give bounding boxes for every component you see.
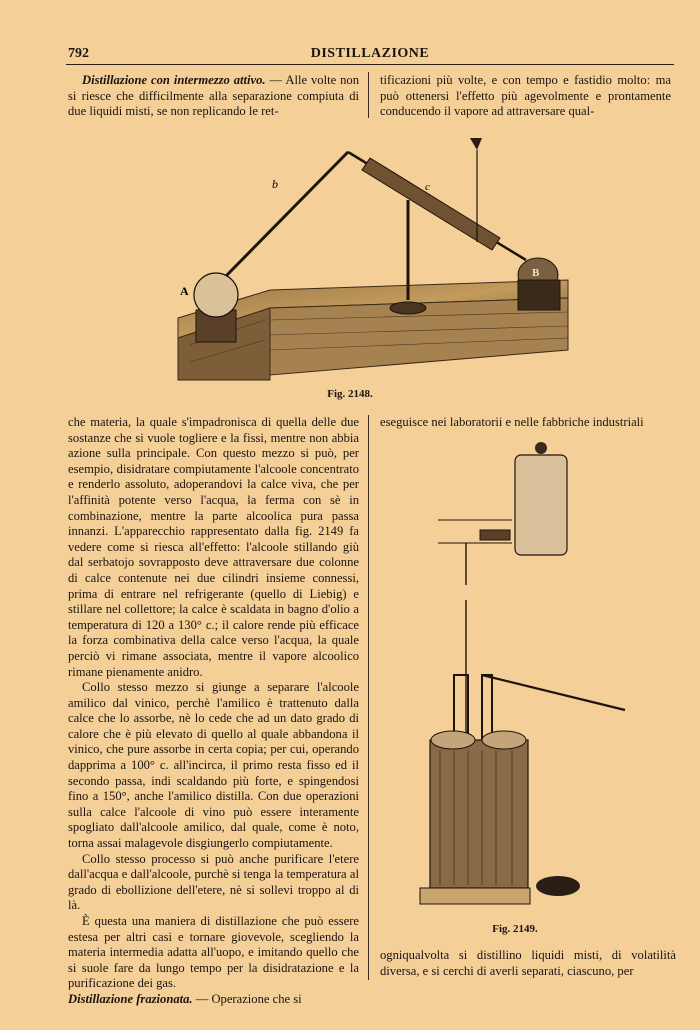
- column-rule-top: [368, 72, 369, 118]
- paragraph-3: Collo stesso processo si può anche purificare l'etere dall'acqua e dall'alcoole, purchè si tenga la temperatura al grado di ebollizione dell'etere, nè si sollevi troppo al di là.: [68, 851, 359, 913]
- label-c: c: [425, 181, 430, 193]
- page-number: 792: [68, 46, 89, 61]
- section-title-intermezzo: Distillazione con intermezzo attivo.: [82, 73, 266, 87]
- section-title-frazionata: Distillazione frazionata.: [68, 991, 193, 1006]
- left-column: [68, 415, 359, 1008]
- top-left-body: — Alle volte non si riesce che difficilmente alla separazione compiuta di due liquidi misti, se non replicando le ret-: [68, 73, 359, 119]
- top-left-text: [68, 73, 359, 120]
- figure-caption-2149: Fig. 2149.: [492, 923, 538, 935]
- figure-2148: [170, 130, 580, 380]
- column-rule-main: [368, 415, 369, 980]
- right-column-bottom: ogniqualvolta si distillino liquidi misti, di volatilità diversa, e si cerchi di averli separati, ciascuno, per: [380, 948, 676, 978]
- paragraph-4: È questa una maniera di distillazione che può essere estesa per altri casi e tornare giovevole, scegliendo la materia intermedia adatta all'uopo, e imitando quello che si suole fare da lungo tempo per la disidratazione e la purificazione dei gas.: [68, 914, 359, 991]
- paragraph-1: che materia, la quale s'impadronisca di quella delle due sostanze che si vuole togliere e la fissi, mentre non abbia azione sulla principale. Con questo mezzo si può, per esempio, disidratare compiutamente l'alcoole concentrato e renderlo assoluto, adoperandovi la calce viva, che per l'affinità potente verso l'acqua, la ferma con sè in combinazione, mentre la parte alcoolica pura passa innanzi. L'apparecchio rappresentato dalla fig. 2149 fa vedere come si riesca all'effetto: l'alcoole stillando giù dal serbatojo sovrapposto deve attraversare due colonne di calce contenute nei due cilindri insieme connessi, prima di entrare nel refrigerante (quello di Liebig) e stillare nel collettore; la calce è scaldata in bagno d'olio a temperatura di 120 a 130° c.; il calore rende più efficace la forza combinativa della calce verso l'acqua, la quale perciò vi rimane associata, mentre il vapore alcoolico rimane pienamente anidro.: [68, 415, 359, 679]
- label-bb: B: [532, 267, 540, 279]
- label-a: A: [180, 284, 189, 298]
- paragraph-5: — Operazione che si: [192, 991, 302, 1006]
- paragraph-2: Collo stesso mezzo si giunge a separare l'alcoole amilico dal vinico, perchè l'amilico è trattenuto dalla calce che lo assorbe, nè lo cede che ad un dato grado di calore che è più elevato di quello al quale abbandona il vinico, che pure assorbe in certa copia; per cui, operando dapprima a 100° c. all'incirca, il primo resta fisso ed il secondo passa, indi scaldando più forte, e spingendosi fino a 150°, anche l'amilico distilla. Con due operazioni sulla calce l'alcoole di vino può essere interamente spogliato dall'alcoole amilico, dal quale, come è noto, torna assai malagevole disgiungerlo compiutamente.: [68, 680, 359, 851]
- label-b: b: [272, 177, 278, 191]
- page-header: [66, 44, 674, 65]
- figure-caption-2148: Fig. 2148.: [327, 388, 373, 400]
- top-right-text: tificazioni più volte, e con tempo e fastidio molto: ma può ottenersi l'effetto più agevolmente e prontamente conducendo il vapore ad attraversare qual-: [380, 73, 671, 119]
- running-title: DISTILLAZIONE: [310, 46, 430, 61]
- right-column-top: eseguisce nei laboratorii e nelle fabbriche industriali: [380, 415, 644, 429]
- figure-2149: [420, 440, 635, 920]
